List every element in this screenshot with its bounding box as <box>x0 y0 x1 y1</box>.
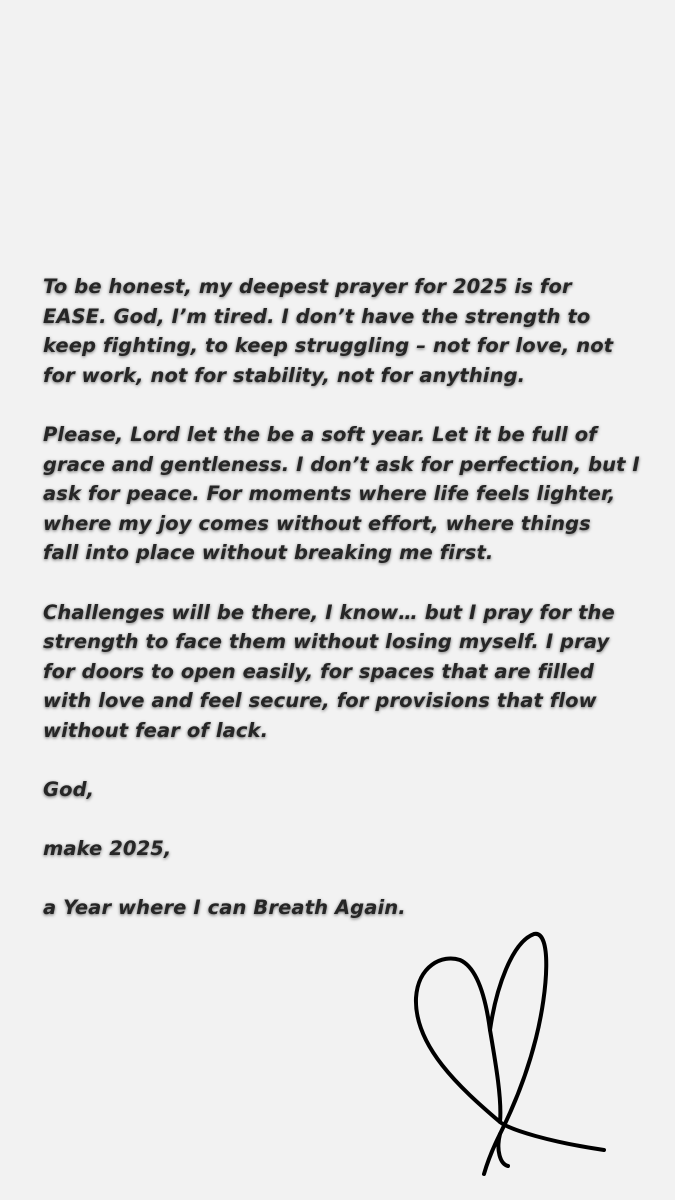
paragraph-2 <box>43 420 653 568</box>
heart-left-lobe <box>416 959 500 1122</box>
text-line: ask for peace. For moments where life feels lighter, <box>43 482 616 506</box>
heart-strokes <box>416 934 604 1174</box>
line-god: God, <box>43 778 95 802</box>
text-line: grace and gentleness. I don’t ask for perfection, but I <box>43 452 640 476</box>
text-line: for doors to open easily, for spaces that are filled <box>43 659 594 683</box>
text-line: Challenges will be there, I know… but I pray for the <box>43 600 615 624</box>
text-line: where my joy comes without effort, where things <box>43 511 591 535</box>
text-line: without fear of lack. <box>43 718 269 742</box>
text-line: Please, Lord let the be a soft year. Let it be full of <box>43 422 597 446</box>
line-make-2025: make 2025, <box>43 837 172 861</box>
text-line: keep fighting, to keep struggling – not for love, not <box>43 334 614 358</box>
text-line: strength to face them without losing myself. I pray <box>43 630 610 654</box>
text-line: fall into place without breaking me first. <box>43 541 494 565</box>
line-breath-again: a Year where I can Breath Again. <box>43 896 406 920</box>
text-line: with love and feel secure, for provisions that flow <box>43 689 597 713</box>
heart-doodle-icon <box>400 920 620 1190</box>
text-line: EASE. God, I’m tired. I don’t have the strength to <box>43 304 591 328</box>
text-line: To be honest, my deepest prayer for 2025 is for <box>43 275 572 298</box>
text-line: for work, not for stability, not for anything. <box>43 363 526 387</box>
prayer-letter <box>43 272 653 923</box>
paragraph-3 <box>43 598 653 746</box>
paragraph-1 <box>43 272 653 390</box>
